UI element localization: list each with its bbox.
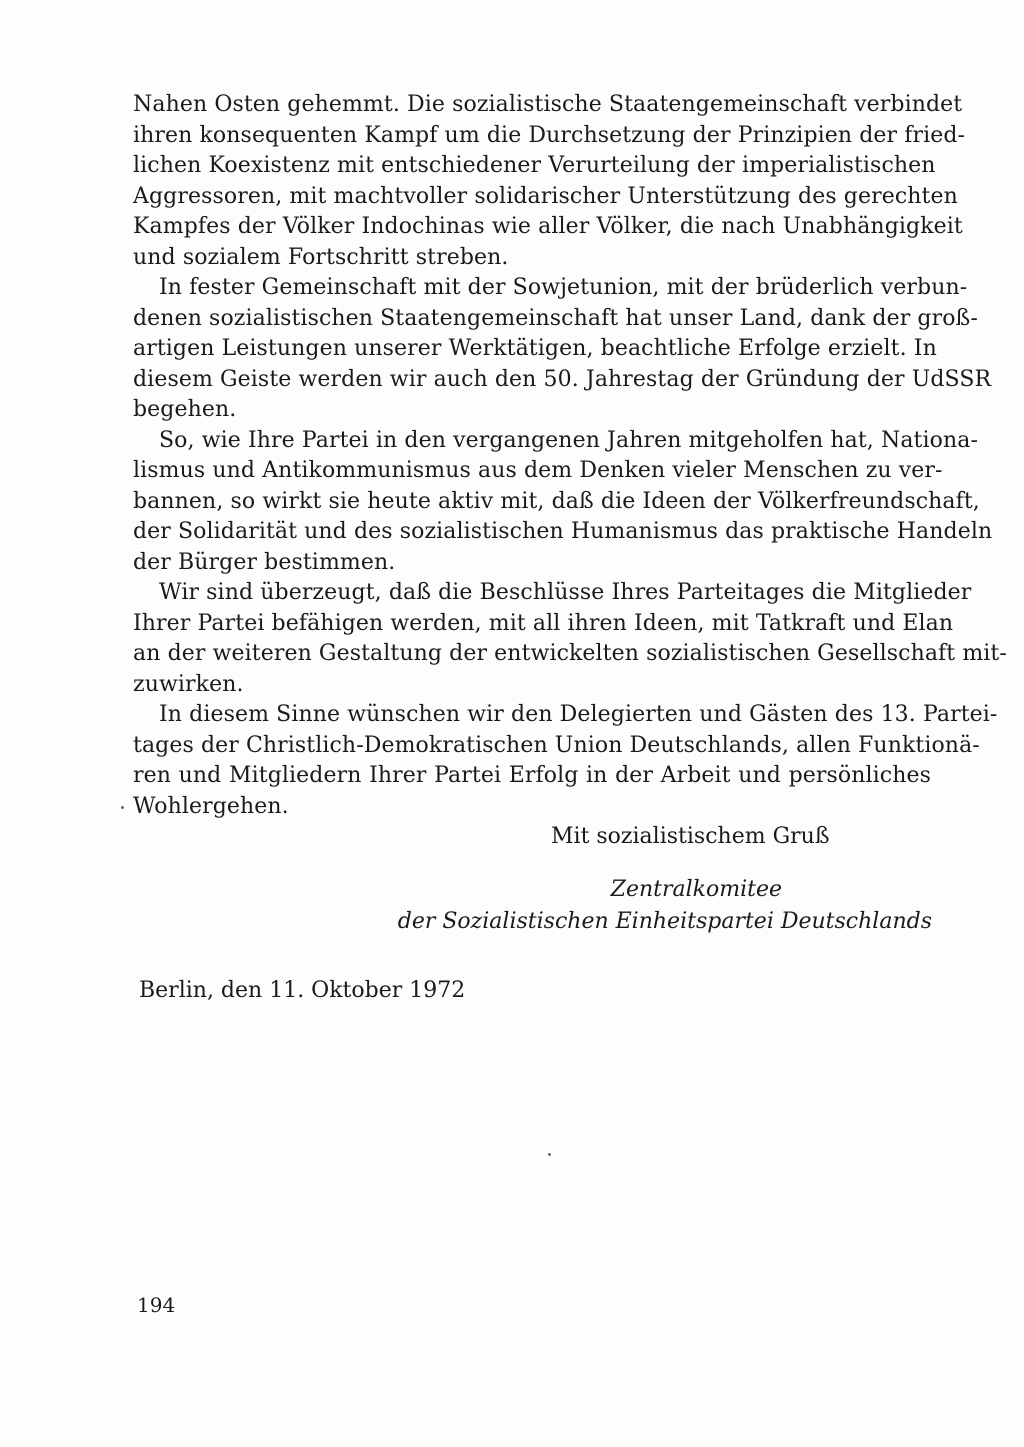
text-line: In fester Gemeinschaft mit der Sowjetunion, mit der brüderlich verbun-: [159, 275, 968, 300]
text-line: ren und Mitgliedern Ihrer Partei Erfolg in der Arbeit und persönliches: [133, 763, 931, 788]
text-line: So, wie Ihre Partei in den vergangenen Jahren mitgeholfen hat, Nationa-: [159, 427, 978, 453]
page-number: 194: [137, 1293, 176, 1317]
text-line: bannen, so wirkt sie heute aktiv mit, daß die Ideen der Völkerfreundschaft,: [133, 488, 980, 514]
closing-salutation: Mit sozialistischem Gruß: [551, 824, 830, 849]
scan-speck: [121, 806, 124, 809]
text-line: an der weiteren Gestaltung der entwickelten sozialistischen Gesellschaft mit-: [133, 641, 1007, 666]
paragraph: [133, 700, 998, 822]
text-line: artigen Leistungen unserer Werktätigen, beachtliche Erfolge erzielt. In: [133, 336, 937, 361]
text-line: Kampfes der Völker Indochinas wie aller Völker, die nach Unabhängigkeit: [133, 214, 963, 239]
signature-line-1: Zentralkomitee: [610, 877, 782, 902]
signature-line-2: der Sozialistischen Einheitspartei Deutschlands: [397, 909, 932, 934]
text-line: lichen Koexistenz mit entschiedener Verurteilung der imperialistischen: [133, 153, 936, 178]
scan-speck: [548, 1153, 551, 1156]
text-line: denen sozialistischen Staatengemeinschaft hat unser Land, dank der groß-: [133, 305, 978, 331]
text-line: Wir sind überzeugt, daß die Beschlüsse Ihres Parteitages die Mitglieder: [159, 580, 972, 605]
text-line: zuwirken.: [133, 671, 244, 697]
paragraph: [133, 90, 966, 273]
text-line: Ihrer Partei befähigen werden, mit all ihren Ideen, mit Tatkraft und Elan: [133, 610, 954, 636]
letter-body: [133, 90, 1007, 822]
text-line: begehen.: [133, 397, 237, 422]
signature-block: [398, 874, 932, 938]
paragraph: [133, 578, 1007, 700]
dateline: Berlin, den 11. Oktober 1972: [139, 978, 466, 1003]
text-line: Nahen Osten gehemmt. Die sozialistische Staatengemeinschaft verbindet: [133, 92, 963, 117]
text-line: Aggressoren, mit machtvoller solidarischer Unterstützung des gerechten: [133, 183, 958, 209]
text-line: und sozialem Fortschritt streben.: [133, 244, 509, 270]
text-line: ihren konsequenten Kampf um die Durchsetzung der Prinzipien der fried-: [133, 122, 966, 148]
paragraph: [133, 426, 993, 579]
paragraph: [133, 273, 992, 426]
text-line: In diesem Sinne wünschen wir den Delegierten und Gästen des 13. Partei-: [159, 702, 998, 727]
text-line: lismus und Antikommunismus aus dem Denken vieler Menschen zu ver-: [133, 458, 943, 483]
text-line: Wohlergehen.: [133, 793, 289, 819]
text-line: diesem Geiste werden wir auch den 50. Jahrestag der Gründung der UdSSR: [133, 366, 992, 392]
text-line: der Bürger bestimmen.: [133, 549, 396, 575]
text-line: der Solidarität und des sozialistischen Humanismus das praktische Handeln: [133, 519, 993, 544]
text-line: tages der Christlich-Demokratischen Union Deutschlands, allen Funktionä-: [133, 732, 980, 758]
